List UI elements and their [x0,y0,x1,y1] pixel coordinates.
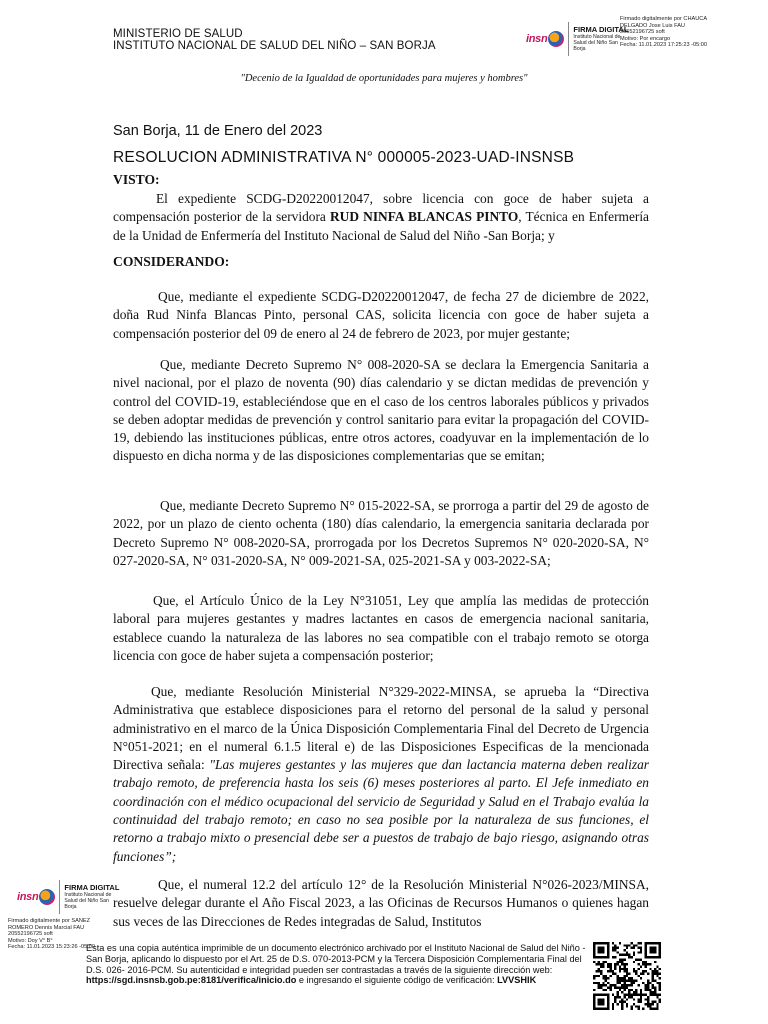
paragraph-1: Que, mediante el expediente SCDG-D20220012047, de fecha 27 de diciembre de 2022, doña Rud Ninfa Blancas Pinto, personal CAS, solicita licencia con goce de haber sujeta a compensación posterior del 09 de enero al 24 de febrero de 2023, por mujer gestante; [113,289,649,341]
paragraph-6: Que, el numeral 12.2 del artículo 12° de la Resolución Ministerial N°026-2023/MINSA, resuelve delegar durante el Año Fiscal 2023, a las Oficinas de Recursos Humanos o quienes hagan sus veces de las Direcciones de Redes integradas de Salud, Institutos [113,877,649,929]
notice-text-a: Esta es una copia auténtica imprimible de un documento electrónico archivado por el Instituto Nacional de Salud del Niño - San Borja, aplicando lo dispuesto por el Art. 25 de D.S. 070-2013-PCM y la Tercera Disposición Complementaria Final del D.S. 026- 2016-PCM. Su autenticidad e integridad pueden ser contrastadas a través de la siguiente dirección web: [86,943,586,975]
paragraph-3: Que, mediante Decreto Supremo N° 015-2022-SA, se prorroga a partir del 29 de agosto de 2022, por un plazo de ciento ochenta (180) días calendario, la emergencia sanitaria declarada por Decreto Supremo N° 008-2020-SA, prorrogada por los Decretos Supremos N° 020-2020-SA, N° 027-2020-SA, N° 031-2020-SA, N° 009-2021-SA, 025-2021-SA y 003-2022-SA; [113,498,649,568]
badge-subtitle-3: Borja [573,46,586,52]
paragraph-4: Que, el Artículo Único de la Ley N°31051, Ley que amplía las medidas de protección laboral para mujeres gestantes y madres lactantes en casos de emergencia nacional sanitaria, establece cuando la naturaleza de las labores no sea compatible con el trabajo remoto se otorga licencia con goce de haber sujeta a compensación posterior; [113,593,649,663]
notice-text-b: e ingresando el siguiente código de verificación: [296,975,498,986]
decade-motto: "Decenio de la Igualdad de oportunidades para mujeres y hombres" [240,73,528,84]
place-and-date: San Borja, 11 de Enero del 2023 [113,123,323,139]
paragraph-2: Que, mediante Decreto Supremo N° 008-2020-SA se declara la Emergencia Sanitaria a nivel nacional, por el plazo de noventa (90) días calendario y se dictan medidas de prevención y control del COVID-19, estableciéndose que en el caso de los centros laborales públicos y privados se deben adoptar medidas de prevención y control sanitario para evitar la propagación del COVID-19, debiendo las instituciones públicas, entre otros actores, coadyuvar en la implementación de lo dispuesto en dicha norma y de las disposiciones complementarias que se emitan; [113,357,649,464]
signature-line: 20552196725 soft [620,29,665,35]
insn-logo-text: insn [17,891,39,903]
badge-divider [568,22,569,56]
signature-line: Firmado digitalmente por SANEZ [8,918,91,924]
digital-signature-badge-top [526,22,628,56]
insn-logo-icon [548,31,564,47]
verification-notice [86,943,586,986]
insn-logo-icon [39,889,55,905]
signature-line: DELGADO Jose Luis FAU [620,22,685,29]
paragraph-5 [113,683,649,866]
signature-line: ROMERO Dennis Marcial FAU [8,924,85,931]
verification-code: LVVSHIK [497,975,537,986]
institute-name: INSTITUTO NACIONAL DE SALUD DEL NIÑO – SAN BORJA [113,40,436,52]
employee-name: RUD NINFA BLANCAS PINTO [330,209,519,225]
directive-quote: "Las mujeres gestantes y las mujeres que dan lactancia materna deben realizar trabajo remoto, de preferencia hasta los seis (6) meses posteriores al parto. El Jefe inmediato en coordinación con el médico ocupacional del servicio de Seguridad y Salud en el Trabajo evalúa la continuidad del trabajo remoto; en caso no sea posible por la naturaleza de sus funciones, el retorno a trabajo mixto o presencial debe ser a puestos de trabajo de bajo riesgo, asignando otras funciones”; [113,757,649,864]
signature-line: Fecha: 11.01.2023 15:23:26 -05:00 [8,944,95,950]
badge-subtitle-2: Salud del Niño San [573,40,618,46]
visto-text-b: , Técnica en Enfermería de la Unidad de Enfermería del Instituto Nacional de Salud del Niño -San Borja; y [113,209,650,243]
badge-divider [59,880,60,914]
badge-subtitle-1: Instituto Nacional de [573,34,621,40]
verification-url[interactable]: https://sgd.insnsb.gob.pe:8181/verifica/inicio.do [86,975,297,986]
badge-subtitle-1: Instituto Nacional de [64,892,112,898]
badge-subtitle-3: Borja [64,904,77,910]
badge-subtitle-2: Salud del Niño San [64,898,109,904]
signature-line: Motivo: Por encargo [620,35,671,42]
visto-heading: VISTO: [113,172,160,187]
resolution-title: RESOLUCION ADMINISTRATIVA N° 000005-2023-UAD-INSNSB [113,149,575,166]
digital-signature-badge-bottom [17,880,119,914]
signature-line: Motivo: Doy V° B° [8,937,53,944]
signature-line: Firmado digitalmente por CHAUCA [620,16,708,22]
badge-title: FIRMA DIGITAL [573,25,629,34]
visto-paragraph [113,190,649,245]
qr-code-icon [593,942,661,1010]
badge-title: FIRMA DIGITAL [64,883,120,892]
insn-logo-text: insn [526,33,548,45]
considerando-heading: CONSIDERANDO: [113,254,230,269]
visto-text-a: El expediente SCDG-D20220012047, sobre licencia con goce de haber sujeta a compensación posterior de la servidora [113,191,649,225]
signature-line: 20552196725 soft [8,931,53,937]
paragraph-5-text: Que, mediante Resolución Ministerial N°329-2022-MINSA, se aprueba la “Directiva Administrativa que establece disposiciones para el retorno del personal de la salud y personal administrativo en el marco de la Única Disposición Complementaria Final del Decreto de Urgencia N°051-2021; en el numeral 6.1.5 literal e) de las Disposiciones Especificas de la mencionada Directiva señala: [113,684,649,773]
ministry-name: MINISTERIO DE SALUD [113,28,243,40]
signature-line: Fecha: 11.01.2023 17:25:23 -05:00 [620,42,707,48]
signature-details-top [620,16,762,49]
